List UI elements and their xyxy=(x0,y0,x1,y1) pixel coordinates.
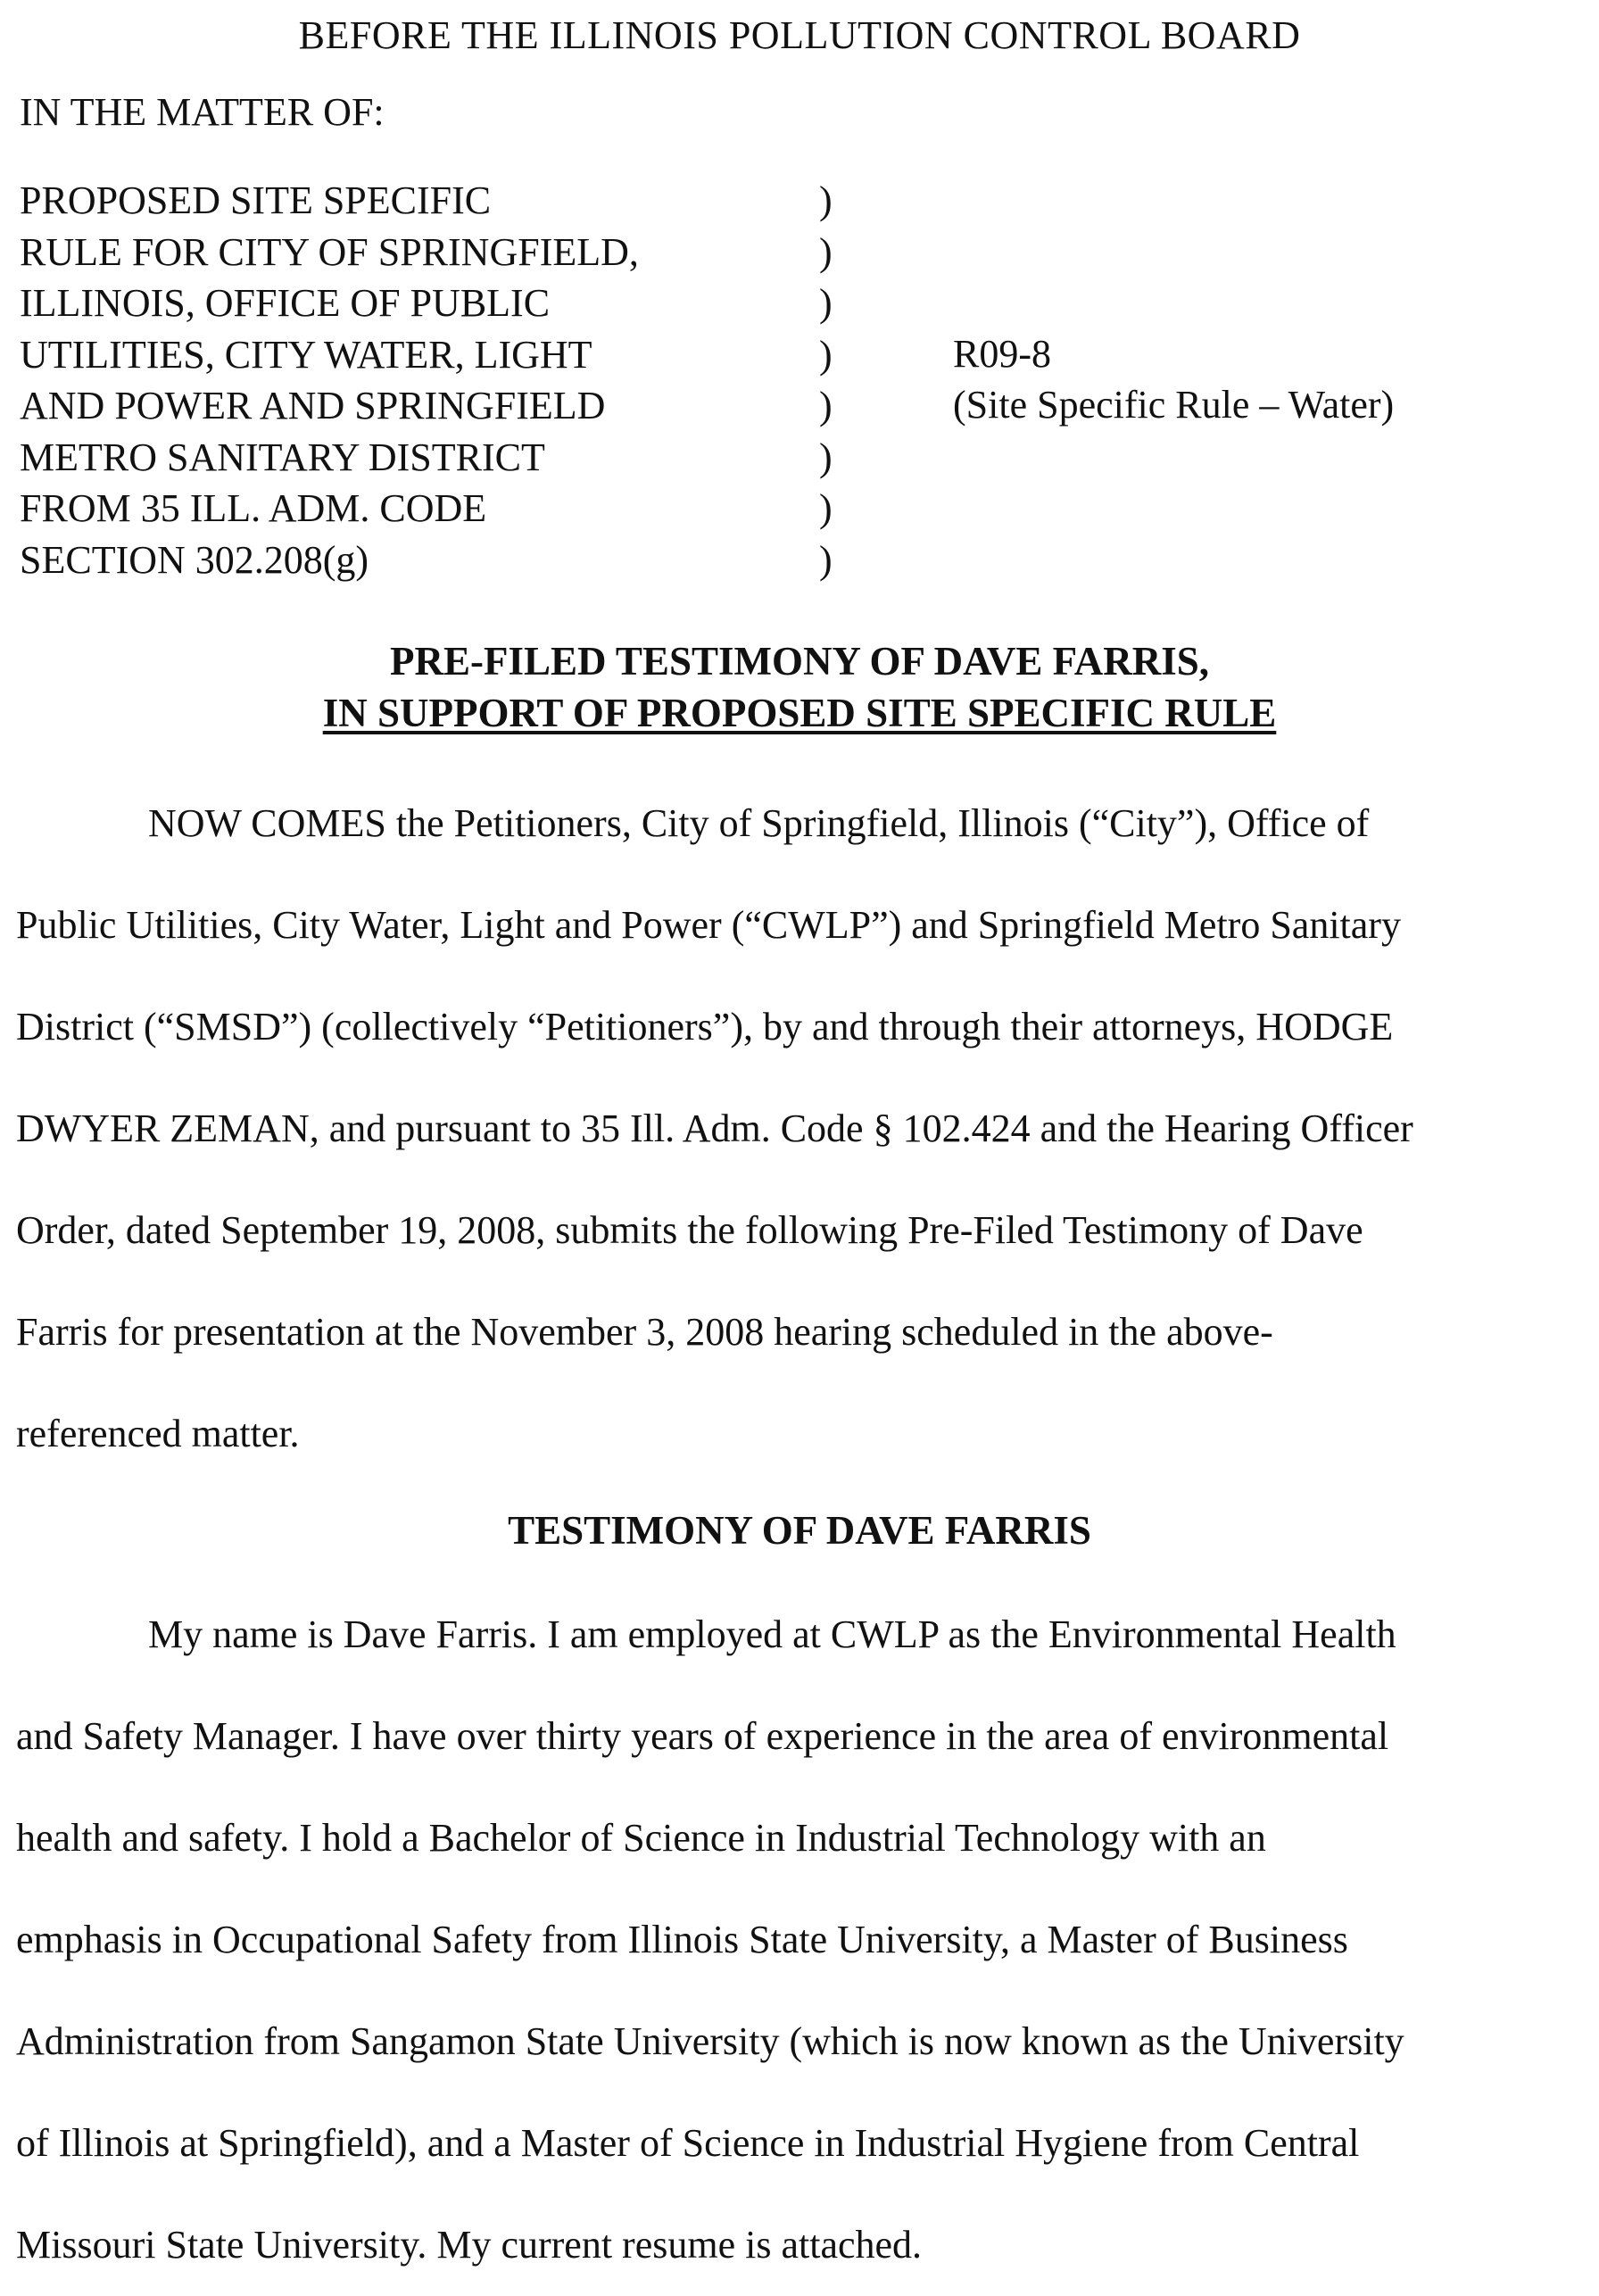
paragraph-line: Public Utilities, City Water, Light and Power (“CWLP”) and Springfield Metro Sanitary xyxy=(16,903,1401,947)
caption-paren: ) xyxy=(819,435,833,479)
docket-block xyxy=(953,328,1394,430)
paragraph-line: of Illinois at Springfield), and a Master of Science in Industrial Hygiene from Central xyxy=(16,2121,1360,2165)
caption-line: ILLINOIS, OFFICE OF PUBLIC xyxy=(20,281,551,325)
paragraph-line: Administration from Sangamon State University (which is now known as the University xyxy=(16,2019,1404,2063)
docket-number: R09-8 xyxy=(953,332,1051,376)
caption-paren: ) xyxy=(819,178,833,222)
paragraph-line: NOW COMES the Petitioners, City of Springfield, Illinois (“City”), Office of xyxy=(148,801,1370,845)
paragraph-line: Farris for presentation at the November 3, 2008 hearing scheduled in the above- xyxy=(16,1310,1273,1354)
paragraph-line: referenced matter. xyxy=(16,1412,300,1455)
paragraph-line: Missouri State University. My current resume is attached. xyxy=(16,2223,923,2267)
caption-line: METRO SANITARY DISTRICT xyxy=(20,435,545,479)
paragraph-line: My name is Dave Farris. I am employed at CWLP as the Environmental Health xyxy=(148,1612,1396,1656)
caption-line: AND POWER AND SPRINGFIELD xyxy=(20,384,606,427)
paragraph-line: emphasis in Occupational Safety from Illinois State University, a Master of Business xyxy=(16,1918,1348,1961)
title-line-1: PRE-FILED TESTIMONY OF DAVE FARRIS, xyxy=(389,639,1210,684)
caption-paren: ) xyxy=(819,537,833,582)
docket-type: (Site Specific Rule – Water) xyxy=(953,383,1395,427)
case-caption xyxy=(20,175,639,585)
caption-paren: ) xyxy=(819,229,833,274)
paragraph-line: and Safety Manager. I have over thirty years of experience in the area of environmental xyxy=(16,1714,1389,1758)
caption-paren: ) xyxy=(819,332,833,377)
caption-line: SECTION 302.208(g) xyxy=(20,537,369,582)
intro-paragraph xyxy=(16,773,1413,1485)
caption-brackets xyxy=(819,175,833,585)
caption-line: RULE FOR CITY OF SPRINGFIELD, xyxy=(20,229,639,274)
testimony-paragraph xyxy=(16,1584,1404,2296)
board-title: BEFORE THE ILLINOIS POLLUTION CONTROL BOARD xyxy=(298,13,1301,57)
caption-line: UTILITIES, CITY WATER, LIGHT xyxy=(20,332,592,377)
title-line-2: IN SUPPORT OF PROPOSED SITE SPECIFIC RULE xyxy=(322,691,1277,735)
caption-paren: ) xyxy=(819,281,833,325)
matter-label: IN THE MATTER OF: xyxy=(20,90,385,134)
caption-paren: ) xyxy=(819,486,833,530)
caption-paren: ) xyxy=(819,384,833,427)
caption-line: FROM 35 ILL. ADM. CODE xyxy=(20,486,487,530)
document-title xyxy=(0,635,1599,739)
paragraph-line: Order, dated September 19, 2008, submits the following Pre-Filed Testimony of Dave xyxy=(16,1208,1363,1252)
paragraph-line: DWYER ZEMAN, and pursuant to 35 Ill. Adm. Code § 102.424 and the Hearing Officer xyxy=(16,1107,1413,1150)
paragraph-line: health and safety. I hold a Bachelor of Science in Industrial Technology with an xyxy=(16,1816,1266,1860)
caption-line: PROPOSED SITE SPECIFIC xyxy=(20,178,492,222)
paragraph-line: District (“SMSD”) (collectively “Petitioners”), by and through their attorneys, HODGE xyxy=(16,1005,1394,1049)
testimony-heading: TESTIMONY OF DAVE FARRIS xyxy=(508,1508,1091,1553)
